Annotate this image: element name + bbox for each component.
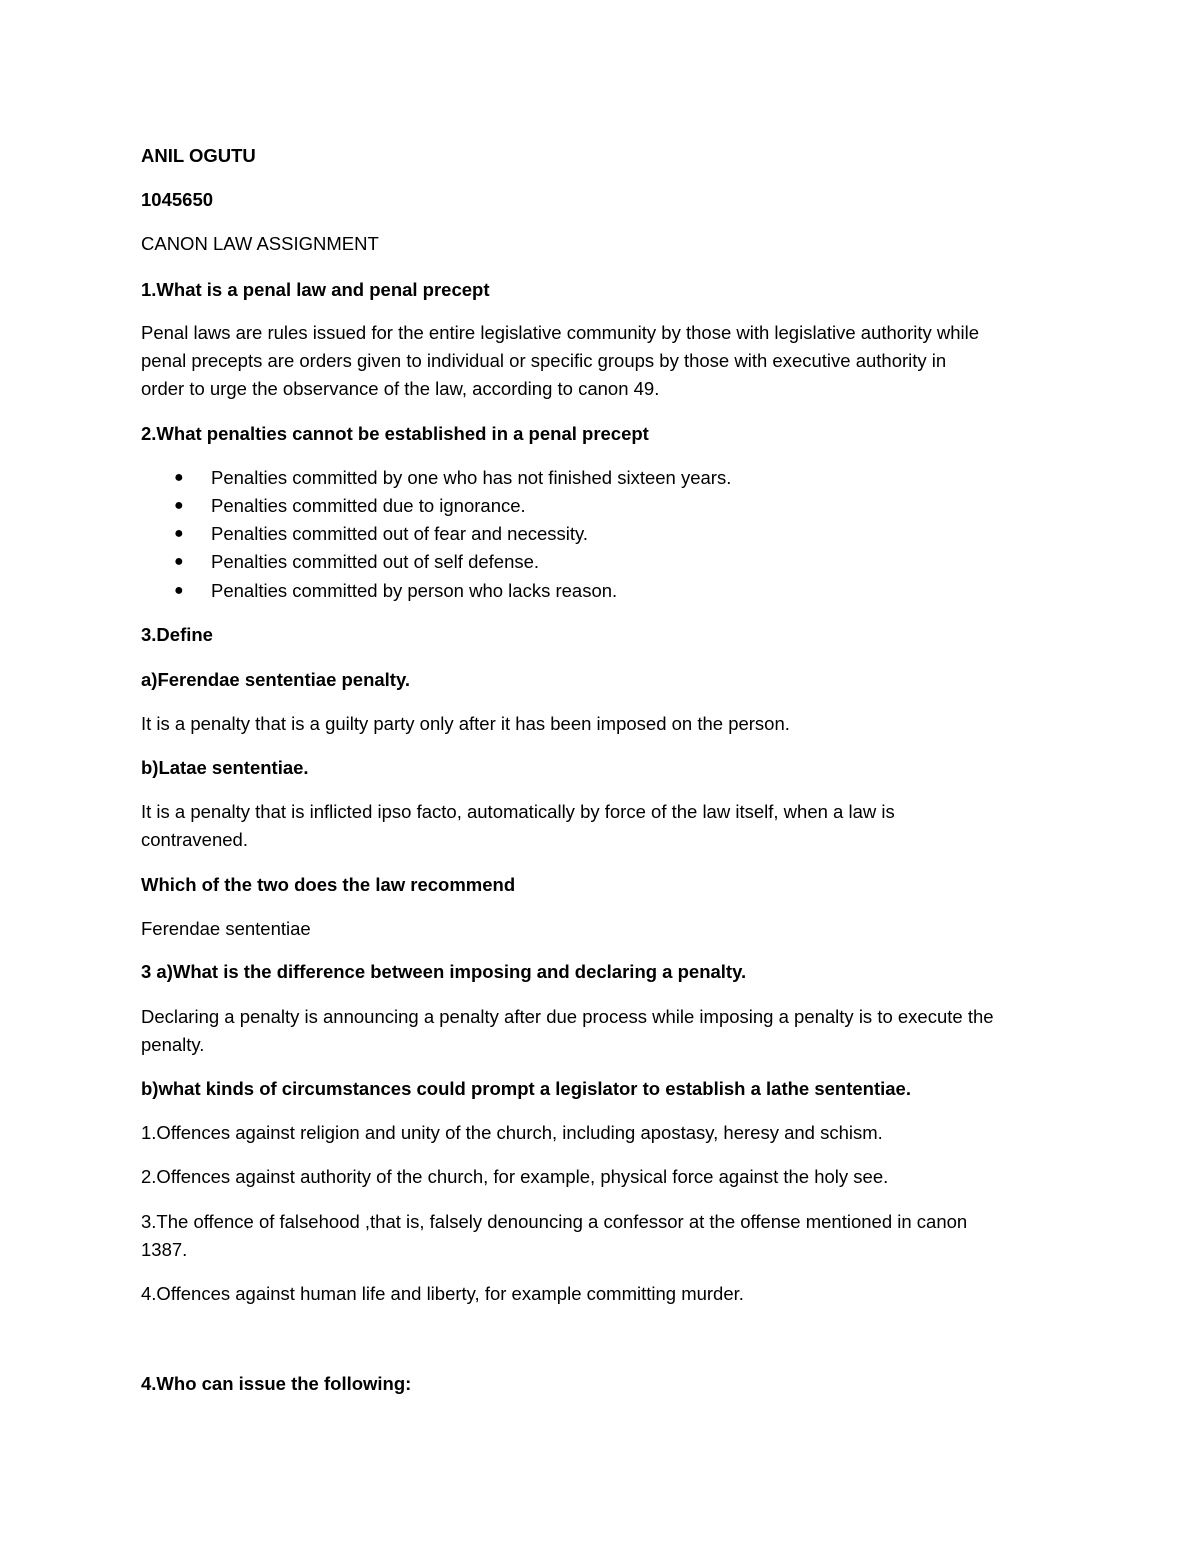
circumstance-item: 1.Offences against religion and unity of the church, including apostasy, heresy and schism.	[141, 1122, 883, 1143]
answer-1-line: order to urge the observance of the law, according to canon 49.	[141, 378, 660, 399]
question-1: 1.What is a penal law and penal precept	[141, 279, 490, 300]
circumstance-item: 2.Offences against authority of the church, for example, physical force against the holy see.	[141, 1166, 889, 1187]
circumstance-item: 1387.	[141, 1239, 188, 1260]
list-item: Penalties committed out of self defense.	[211, 551, 540, 572]
circumstance-item: 4.Offences against human life and liberty, for example committing murder.	[141, 1283, 744, 1304]
bullet-icon: ●	[174, 497, 184, 514]
answer-difference-line: Declaring a penalty is announcing a penalty after due process while imposing a penalty is to execute the	[141, 1006, 994, 1027]
question-3a: a)Ferendae sententiae penalty.	[141, 669, 411, 690]
question-3-difference: 3 a)What is the difference between imposing and declaring a penalty.	[141, 961, 747, 982]
bullet-icon: ●	[174, 525, 184, 542]
bullet-icon: ●	[174, 582, 184, 599]
question-3: 3.Define	[141, 624, 213, 645]
question-circumstances: b)what kinds of circumstances could prompt a legislator to establish a lathe sententiae.	[141, 1078, 911, 1099]
question-4: 4.Who can issue the following:	[141, 1373, 412, 1394]
answer-difference-line: penalty.	[141, 1034, 205, 1055]
bullet-icon: ●	[174, 469, 184, 486]
student-id: 1045650	[141, 189, 214, 210]
question-2: 2.What penalties cannot be established in a penal precept	[141, 423, 649, 444]
question-3b: b)Latae sententiae.	[141, 757, 309, 778]
answer-1-line: Penal laws are rules issued for the entire legislative community by those with legislative authority while	[141, 322, 980, 343]
answer-recommend: Ferendae sententiae	[141, 918, 311, 939]
list-item: Penalties committed due to ignorance.	[211, 495, 526, 516]
assignment-title: CANON LAW ASSIGNMENT	[141, 233, 379, 254]
bullet-icon: ●	[174, 553, 184, 570]
list-item: Penalties committed out of fear and necessity.	[211, 523, 589, 544]
list-item: Penalties committed by one who has not finished sixteen years.	[211, 467, 732, 488]
answer-3a: It is a penalty that is a guilty party only after it has been imposed on the person.	[141, 713, 790, 734]
list-item: Penalties committed by person who lacks reason.	[211, 580, 618, 601]
question-recommend: Which of the two does the law recommend	[141, 874, 516, 895]
author-name: ANIL OGUTU	[141, 145, 256, 166]
answer-1-line: penal precepts are orders given to individual or specific groups by those with executive authority in	[141, 350, 947, 371]
answer-3b-line: It is a penalty that is inflicted ipso facto, automatically by force of the law itself, when a law is	[141, 801, 895, 822]
answer-3b-line: contravened.	[141, 829, 248, 850]
circumstance-item: 3.The offence of falsehood ,that is, falsely denouncing a confessor at the offense mentioned in canon	[141, 1211, 968, 1232]
